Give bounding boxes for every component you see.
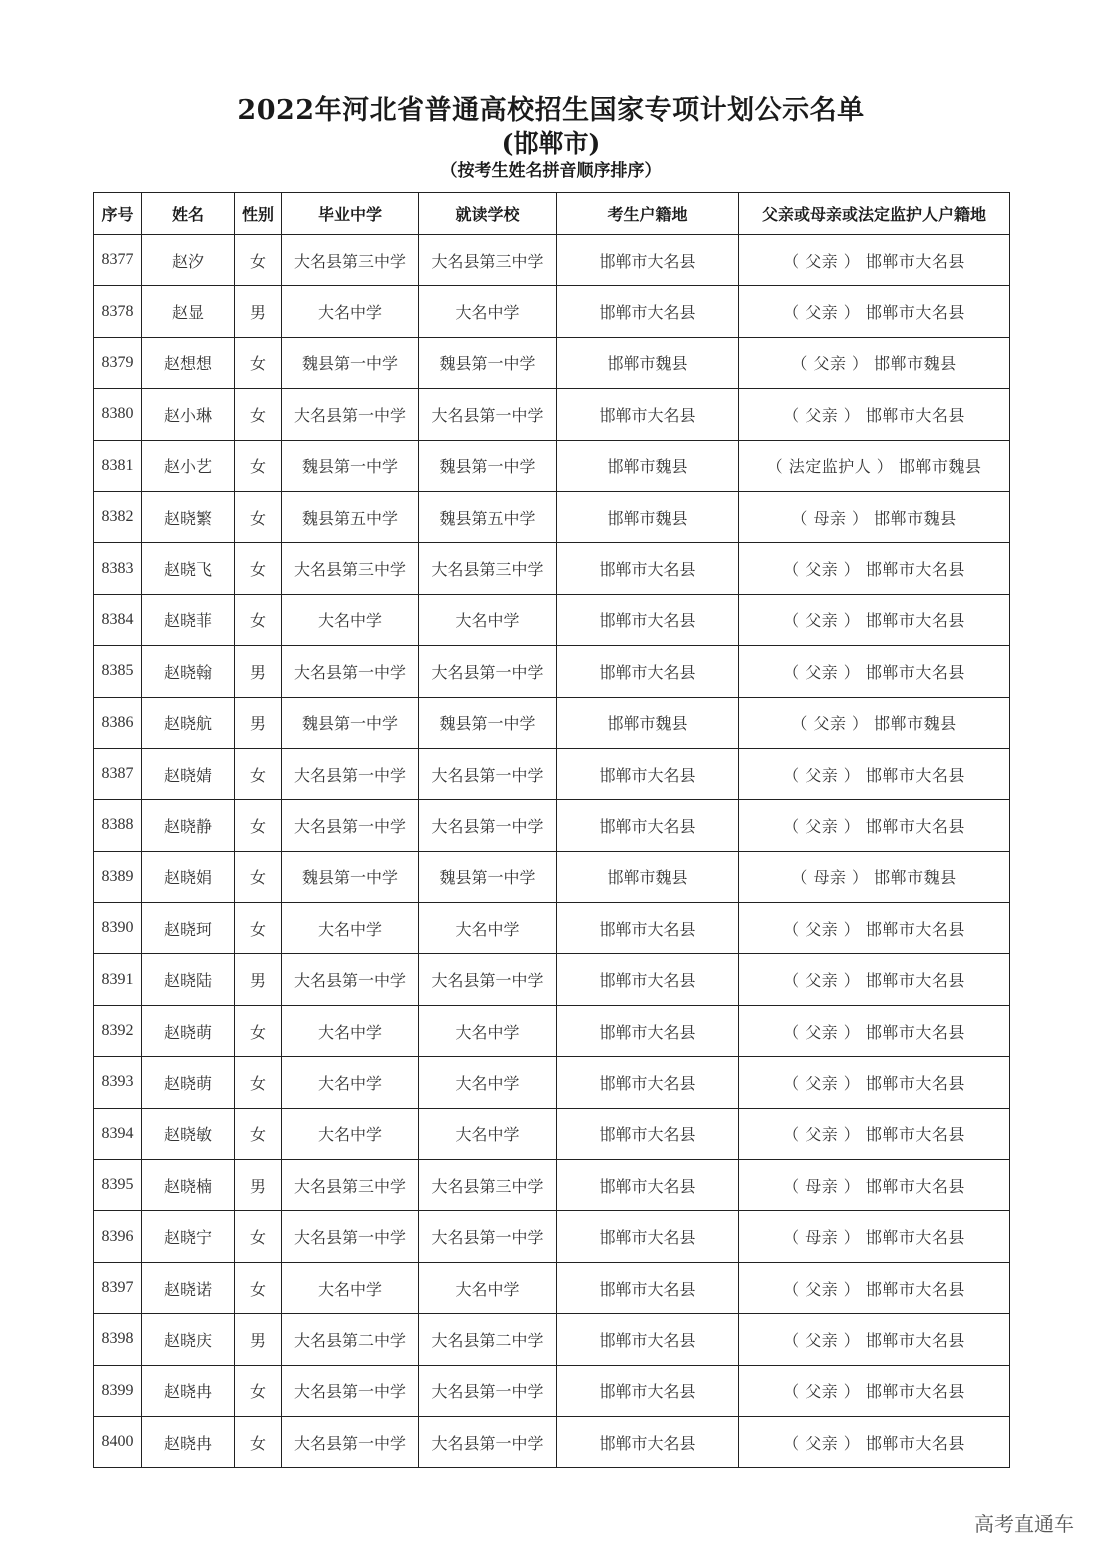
cell-seq: 8383 bbox=[94, 543, 142, 594]
cell-guardian-hukou: （ 父亲 ） 邯郸市大名县 bbox=[739, 646, 1010, 697]
cell-current-school: 魏县第五中学 bbox=[419, 491, 557, 542]
cell-gender: 女 bbox=[235, 1416, 282, 1467]
cell-hukou: 邯郸市大名县 bbox=[557, 954, 739, 1005]
table-row bbox=[94, 1005, 1010, 1056]
cell-guardian-hukou: （ 父亲 ） 邯郸市大名县 bbox=[739, 954, 1010, 1005]
cell-current-school: 大名中学 bbox=[419, 286, 557, 337]
roster-table bbox=[93, 192, 1010, 1468]
cell-name: 赵晓陆 bbox=[142, 954, 235, 1005]
cell-graduated-school: 大名县第一中学 bbox=[282, 954, 419, 1005]
cell-seq: 8396 bbox=[94, 1211, 142, 1262]
cell-seq: 8389 bbox=[94, 851, 142, 902]
cell-hukou: 邯郸市魏县 bbox=[557, 440, 739, 491]
cell-current-school: 魏县第一中学 bbox=[419, 697, 557, 748]
cell-name: 赵小艺 bbox=[142, 440, 235, 491]
cell-gender: 男 bbox=[235, 697, 282, 748]
cell-graduated-school: 大名县第二中学 bbox=[282, 1314, 419, 1365]
cell-gender: 女 bbox=[235, 903, 282, 954]
cell-gender: 女 bbox=[235, 1262, 282, 1313]
cell-current-school: 魏县第一中学 bbox=[419, 440, 557, 491]
cell-hukou: 邯郸市大名县 bbox=[557, 1416, 739, 1467]
cell-hukou: 邯郸市大名县 bbox=[557, 1160, 739, 1211]
table-row bbox=[94, 903, 1010, 954]
header-guardian-hukou: 父亲或母亲或法定监护人户籍地 bbox=[739, 193, 1010, 235]
cell-guardian-hukou: （ 父亲 ） 邯郸市大名县 bbox=[739, 1108, 1010, 1159]
cell-hukou: 邯郸市大名县 bbox=[557, 1365, 739, 1416]
cell-gender: 女 bbox=[235, 543, 282, 594]
cell-seq: 8400 bbox=[94, 1416, 142, 1467]
cell-graduated-school: 大名中学 bbox=[282, 1262, 419, 1313]
cell-gender: 男 bbox=[235, 646, 282, 697]
cell-seq: 8380 bbox=[94, 389, 142, 440]
cell-seq: 8382 bbox=[94, 491, 142, 542]
cell-hukou: 邯郸市大名县 bbox=[557, 646, 739, 697]
cell-graduated-school: 大名县第三中学 bbox=[282, 1160, 419, 1211]
cell-graduated-school: 魏县第一中学 bbox=[282, 440, 419, 491]
cell-graduated-school: 大名县第一中学 bbox=[282, 748, 419, 799]
cell-gender: 男 bbox=[235, 286, 282, 337]
cell-seq: 8391 bbox=[94, 954, 142, 1005]
cell-name: 赵汐 bbox=[142, 235, 235, 286]
cell-gender: 女 bbox=[235, 1211, 282, 1262]
table-row bbox=[94, 1262, 1010, 1313]
cell-graduated-school: 大名县第三中学 bbox=[282, 235, 419, 286]
cell-gender: 女 bbox=[235, 851, 282, 902]
table-row bbox=[94, 491, 1010, 542]
table-row bbox=[94, 337, 1010, 388]
cell-guardian-hukou: （ 父亲 ） 邯郸市大名县 bbox=[739, 543, 1010, 594]
cell-gender: 女 bbox=[235, 235, 282, 286]
table-row bbox=[94, 543, 1010, 594]
cell-name: 赵晓娟 bbox=[142, 851, 235, 902]
cell-guardian-hukou: （ 父亲 ） 邯郸市大名县 bbox=[739, 1057, 1010, 1108]
cell-seq: 8397 bbox=[94, 1262, 142, 1313]
cell-name: 赵晓冉 bbox=[142, 1416, 235, 1467]
cell-guardian-hukou: （ 父亲 ） 邯郸市魏县 bbox=[739, 337, 1010, 388]
cell-current-school: 大名县第三中学 bbox=[419, 1160, 557, 1211]
cell-hukou: 邯郸市大名县 bbox=[557, 748, 739, 799]
cell-graduated-school: 大名县第一中学 bbox=[282, 800, 419, 851]
header-name: 姓名 bbox=[142, 193, 235, 235]
cell-graduated-school: 大名中学 bbox=[282, 594, 419, 645]
cell-seq: 8377 bbox=[94, 235, 142, 286]
cell-graduated-school: 大名中学 bbox=[282, 903, 419, 954]
table-row bbox=[94, 1057, 1010, 1108]
cell-current-school: 魏县第一中学 bbox=[419, 337, 557, 388]
cell-graduated-school: 魏县第一中学 bbox=[282, 851, 419, 902]
table-row bbox=[94, 1160, 1010, 1211]
cell-current-school: 大名中学 bbox=[419, 903, 557, 954]
header-seq: 序号 bbox=[94, 193, 142, 235]
cell-hukou: 邯郸市魏县 bbox=[557, 697, 739, 748]
cell-current-school: 大名县第一中学 bbox=[419, 1365, 557, 1416]
cell-name: 赵晓翰 bbox=[142, 646, 235, 697]
header-graduated-school: 毕业中学 bbox=[282, 193, 419, 235]
cell-hukou: 邯郸市大名县 bbox=[557, 286, 739, 337]
cell-current-school: 大名中学 bbox=[419, 594, 557, 645]
cell-seq: 8381 bbox=[94, 440, 142, 491]
cell-name: 赵显 bbox=[142, 286, 235, 337]
cell-name: 赵晓婧 bbox=[142, 748, 235, 799]
cell-guardian-hukou: （ 父亲 ） 邯郸市大名县 bbox=[739, 286, 1010, 337]
cell-guardian-hukou: （ 父亲 ） 邯郸市大名县 bbox=[739, 1416, 1010, 1467]
cell-seq: 8399 bbox=[94, 1365, 142, 1416]
cell-graduated-school: 大名县第一中学 bbox=[282, 389, 419, 440]
cell-hukou: 邯郸市大名县 bbox=[557, 594, 739, 645]
cell-current-school: 大名县第一中学 bbox=[419, 1211, 557, 1262]
cell-current-school: 大名县第一中学 bbox=[419, 1416, 557, 1467]
cell-current-school: 大名中学 bbox=[419, 1057, 557, 1108]
document-title: 2022年河北省普通高校招生国家专项计划公示名单 bbox=[237, 95, 865, 126]
cell-hukou: 邯郸市魏县 bbox=[557, 491, 739, 542]
cell-graduated-school: 魏县第一中学 bbox=[282, 337, 419, 388]
cell-hukou: 邯郸市魏县 bbox=[557, 337, 739, 388]
cell-guardian-hukou: （ 父亲 ） 邯郸市大名县 bbox=[739, 748, 1010, 799]
cell-gender: 男 bbox=[235, 1160, 282, 1211]
table-row bbox=[94, 1211, 1010, 1262]
header-hukou: 考生户籍地 bbox=[557, 193, 739, 235]
cell-name: 赵晓宁 bbox=[142, 1211, 235, 1262]
cell-name: 赵晓珂 bbox=[142, 903, 235, 954]
cell-hukou: 邯郸市大名县 bbox=[557, 1005, 739, 1056]
table-row bbox=[94, 697, 1010, 748]
cell-guardian-hukou: （ 父亲 ） 邯郸市大名县 bbox=[739, 1262, 1010, 1313]
cell-current-school: 大名县第一中学 bbox=[419, 800, 557, 851]
cell-graduated-school: 大名县第一中学 bbox=[282, 646, 419, 697]
cell-seq: 8378 bbox=[94, 286, 142, 337]
cell-current-school: 大名县第一中学 bbox=[419, 748, 557, 799]
cell-guardian-hukou: （ 母亲 ） 邯郸市大名县 bbox=[739, 1160, 1010, 1211]
cell-guardian-hukou: （ 母亲 ） 邯郸市魏县 bbox=[739, 491, 1010, 542]
cell-guardian-hukou: （ 父亲 ） 邯郸市魏县 bbox=[739, 697, 1010, 748]
cell-name: 赵晓诺 bbox=[142, 1262, 235, 1313]
cell-hukou: 邯郸市大名县 bbox=[557, 543, 739, 594]
cell-name: 赵晓冉 bbox=[142, 1365, 235, 1416]
table-row bbox=[94, 1108, 1010, 1159]
cell-current-school: 大名县第二中学 bbox=[419, 1314, 557, 1365]
cell-hukou: 邯郸市大名县 bbox=[557, 1108, 739, 1159]
cell-seq: 8385 bbox=[94, 646, 142, 697]
cell-gender: 女 bbox=[235, 337, 282, 388]
cell-seq: 8379 bbox=[94, 337, 142, 388]
cell-seq: 8392 bbox=[94, 1005, 142, 1056]
cell-guardian-hukou: （ 法定监护人 ） 邯郸市魏县 bbox=[739, 440, 1010, 491]
cell-current-school: 大名中学 bbox=[419, 1005, 557, 1056]
cell-seq: 8384 bbox=[94, 594, 142, 645]
cell-current-school: 大名县第三中学 bbox=[419, 543, 557, 594]
watermark: 高考直通车 bbox=[974, 1512, 1074, 1536]
cell-seq: 8394 bbox=[94, 1108, 142, 1159]
cell-guardian-hukou: （ 父亲 ） 邯郸市大名县 bbox=[739, 389, 1010, 440]
cell-guardian-hukou: （ 父亲 ） 邯郸市大名县 bbox=[739, 1314, 1010, 1365]
cell-name: 赵晓萌 bbox=[142, 1057, 235, 1108]
table-row bbox=[94, 646, 1010, 697]
cell-hukou: 邯郸市大名县 bbox=[557, 1314, 739, 1365]
table-row bbox=[94, 800, 1010, 851]
cell-gender: 女 bbox=[235, 1005, 282, 1056]
table-row bbox=[94, 1365, 1010, 1416]
table-row bbox=[94, 1314, 1010, 1365]
table-row bbox=[94, 594, 1010, 645]
cell-graduated-school: 魏县第五中学 bbox=[282, 491, 419, 542]
table-row bbox=[94, 748, 1010, 799]
cell-hukou: 邯郸市大名县 bbox=[557, 800, 739, 851]
cell-name: 赵晓菲 bbox=[142, 594, 235, 645]
header-current-school: 就读学校 bbox=[419, 193, 557, 235]
cell-gender: 女 bbox=[235, 748, 282, 799]
cell-name: 赵晓敏 bbox=[142, 1108, 235, 1159]
cell-graduated-school: 大名中学 bbox=[282, 1108, 419, 1159]
table-header-row bbox=[94, 193, 1010, 235]
cell-current-school: 魏县第一中学 bbox=[419, 851, 557, 902]
table-row bbox=[94, 389, 1010, 440]
cell-guardian-hukou: （ 父亲 ） 邯郸市大名县 bbox=[739, 800, 1010, 851]
cell-name: 赵晓静 bbox=[142, 800, 235, 851]
cell-gender: 女 bbox=[235, 800, 282, 851]
cell-graduated-school: 大名中学 bbox=[282, 1005, 419, 1056]
cell-hukou: 邯郸市大名县 bbox=[557, 903, 739, 954]
table-body bbox=[94, 235, 1010, 1468]
cell-name: 赵晓萌 bbox=[142, 1005, 235, 1056]
cell-guardian-hukou: （ 父亲 ） 邯郸市大名县 bbox=[739, 903, 1010, 954]
cell-guardian-hukou: （ 父亲 ） 邯郸市大名县 bbox=[739, 1365, 1010, 1416]
cell-graduated-school: 大名县第一中学 bbox=[282, 1211, 419, 1262]
cell-name: 赵晓繁 bbox=[142, 491, 235, 542]
cell-guardian-hukou: （ 父亲 ） 邯郸市大名县 bbox=[739, 1005, 1010, 1056]
cell-current-school: 大名中学 bbox=[419, 1262, 557, 1313]
cell-gender: 女 bbox=[235, 594, 282, 645]
table-row bbox=[94, 851, 1010, 902]
table-row bbox=[94, 235, 1010, 286]
cell-name: 赵小琳 bbox=[142, 389, 235, 440]
cell-current-school: 大名中学 bbox=[419, 1108, 557, 1159]
cell-hukou: 邯郸市魏县 bbox=[557, 851, 739, 902]
document-subtitle: (邯郸市) bbox=[501, 129, 601, 158]
cell-current-school: 大名县第一中学 bbox=[419, 389, 557, 440]
cell-graduated-school: 大名中学 bbox=[282, 286, 419, 337]
cell-seq: 8398 bbox=[94, 1314, 142, 1365]
cell-current-school: 大名县第一中学 bbox=[419, 646, 557, 697]
cell-current-school: 大名县第一中学 bbox=[419, 954, 557, 1005]
cell-name: 赵晓庆 bbox=[142, 1314, 235, 1365]
cell-graduated-school: 魏县第一中学 bbox=[282, 697, 419, 748]
cell-gender: 男 bbox=[235, 954, 282, 1005]
cell-guardian-hukou: （ 父亲 ） 邯郸市大名县 bbox=[739, 594, 1010, 645]
cell-name: 赵晓楠 bbox=[142, 1160, 235, 1211]
cell-gender: 女 bbox=[235, 440, 282, 491]
cell-gender: 女 bbox=[235, 1108, 282, 1159]
cell-gender: 女 bbox=[235, 491, 282, 542]
cell-seq: 8390 bbox=[94, 903, 142, 954]
table-row bbox=[94, 954, 1010, 1005]
cell-gender: 女 bbox=[235, 1365, 282, 1416]
cell-graduated-school: 大名县第一中学 bbox=[282, 1365, 419, 1416]
cell-guardian-hukou: （ 母亲 ） 邯郸市魏县 bbox=[739, 851, 1010, 902]
cell-name: 赵晓飞 bbox=[142, 543, 235, 594]
cell-graduated-school: 大名县第三中学 bbox=[282, 543, 419, 594]
cell-hukou: 邯郸市大名县 bbox=[557, 389, 739, 440]
cell-graduated-school: 大名中学 bbox=[282, 1057, 419, 1108]
cell-hukou: 邯郸市大名县 bbox=[557, 1211, 739, 1262]
table-row bbox=[94, 440, 1010, 491]
cell-guardian-hukou: （ 母亲 ） 邯郸市大名县 bbox=[739, 1211, 1010, 1262]
cell-seq: 8386 bbox=[94, 697, 142, 748]
table-row bbox=[94, 1416, 1010, 1467]
table-row bbox=[94, 286, 1010, 337]
cell-seq: 8388 bbox=[94, 800, 142, 851]
cell-name: 赵晓航 bbox=[142, 697, 235, 748]
cell-hukou: 邯郸市大名县 bbox=[557, 235, 739, 286]
cell-hukou: 邯郸市大名县 bbox=[557, 1262, 739, 1313]
cell-gender: 男 bbox=[235, 1314, 282, 1365]
cell-gender: 女 bbox=[235, 1057, 282, 1108]
cell-seq: 8393 bbox=[94, 1057, 142, 1108]
cell-name: 赵想想 bbox=[142, 337, 235, 388]
cell-guardian-hukou: （ 父亲 ） 邯郸市大名县 bbox=[739, 235, 1010, 286]
cell-graduated-school: 大名县第一中学 bbox=[282, 1416, 419, 1467]
cell-seq: 8395 bbox=[94, 1160, 142, 1211]
header-gender: 性别 bbox=[235, 193, 282, 235]
cell-gender: 女 bbox=[235, 389, 282, 440]
cell-hukou: 邯郸市大名县 bbox=[557, 1057, 739, 1108]
sort-note: （按考生姓名拼音顺序排序） bbox=[440, 161, 662, 181]
cell-seq: 8387 bbox=[94, 748, 142, 799]
cell-current-school: 大名县第三中学 bbox=[419, 235, 557, 286]
